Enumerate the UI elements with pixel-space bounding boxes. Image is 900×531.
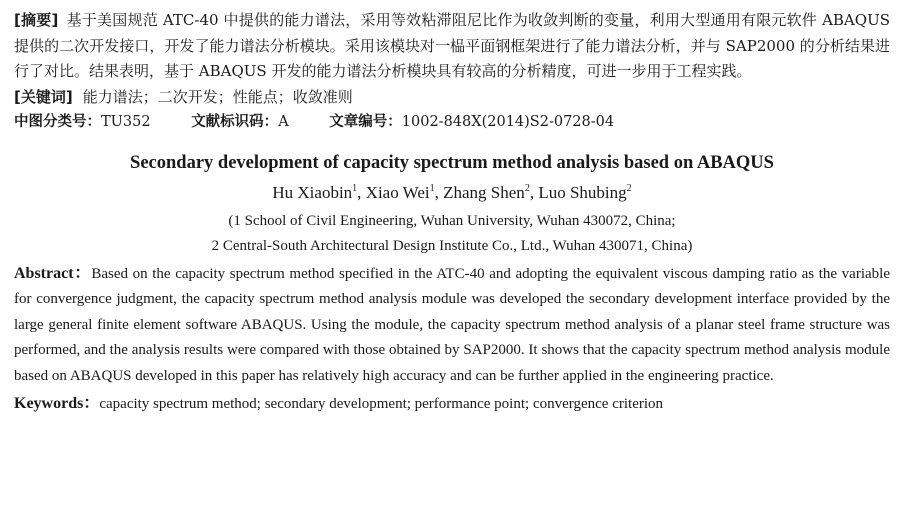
english-keywords-label: Keywords： <box>14 395 100 412</box>
affiliation-1: (1 School of Civil Engineering, Wuhan University, Wuhan 430072, China; <box>228 212 676 229</box>
english-abstract-label: Abstract： <box>14 264 92 282</box>
english-authors: Hu Xiaobin$^1$, Xiao Wei$^1$, Zhang Shen$^2$, Luo Shubing$^2$ <box>272 182 632 202</box>
english-abstract-text: Based on the capacity spectrum method specified in the ATC-40 and adopting the equivalent viscous damping ratio as the variable for convergence judgment, the capacity spectrum method analysis module was developed the secondary development interface provided by the large general finite element software ABAQUS. Using the module, the capacity spectrum method analysis of a planar steel frame structure was performed, and the analysis results were compared with those obtained by SAP2000. It shows that the capacity spectrum method analysis module based on ABAQUS developed in this paper has relatively high accuracy and can be further applied in the engineering practice. <box>14 265 890 384</box>
classification-line <box>14 110 890 134</box>
author: Zhang Shen <box>443 182 525 202</box>
article-number <box>329 110 614 134</box>
author: Hu Xiaobin <box>272 182 353 202</box>
chinese-keywords-label: [关键词] <box>14 87 73 106</box>
english-keywords <box>14 391 890 417</box>
document-code <box>191 110 288 134</box>
english-keywords-text: capacity spectrum method; secondary development; performance point; convergence criterion <box>99 396 664 412</box>
article-number-label: 文章编号： <box>329 113 402 130</box>
english-title: Secondary development of capacity spectrum method analysis based on ABAQUS <box>130 152 774 173</box>
classification-label: 中图分类号： <box>14 113 101 130</box>
affiliation-2: 2 Central-South Architectural Design Institute Co., Ltd., Wuhan 430071, China) <box>211 237 693 254</box>
document-code-value: A <box>278 113 289 130</box>
chinese-abstract-label: [摘要] <box>14 11 59 29</box>
classification-number <box>14 110 151 134</box>
chinese-keywords-text: 能力谱法；二次开发；性能点；收敛准则 <box>82 87 353 106</box>
document-code-label: 文献标识码： <box>191 113 279 130</box>
author-affiliation-mark: 2 <box>626 182 632 194</box>
english-abstract <box>14 261 890 390</box>
author-affiliation-mark: 2 <box>524 182 530 194</box>
chinese-keywords <box>14 85 890 110</box>
author: Luo Shubing <box>538 182 627 202</box>
english-affiliations <box>14 209 890 259</box>
chinese-abstract-text: 基于美国规范 ATC-40 中提供的能力谱法，采用等效粘滞阻尼比作为收敛判断的变量，利用大型通用有限元软件 ABAQUS 提供的二次开发接口，开发了能力谱法分析模块。采用该模块对一榀平面钢框架进行了能力谱法分析，并与 SAP2000 的分析结果进行了对比。结果表明，基于 ABAQUS 开发的能力谱法分析模块具有较高的分析精度，可进一步用于工程实践。 <box>14 11 890 80</box>
author-affiliation-mark: 1 <box>429 182 435 194</box>
article-number-value: 1002-848X(2014)S2-0728-04 <box>401 113 615 130</box>
chinese-abstract <box>14 8 890 85</box>
author: Xiao Wei <box>365 182 430 202</box>
author-affiliation-mark: 1 <box>352 182 358 194</box>
classification-value: TU352 <box>101 113 151 130</box>
